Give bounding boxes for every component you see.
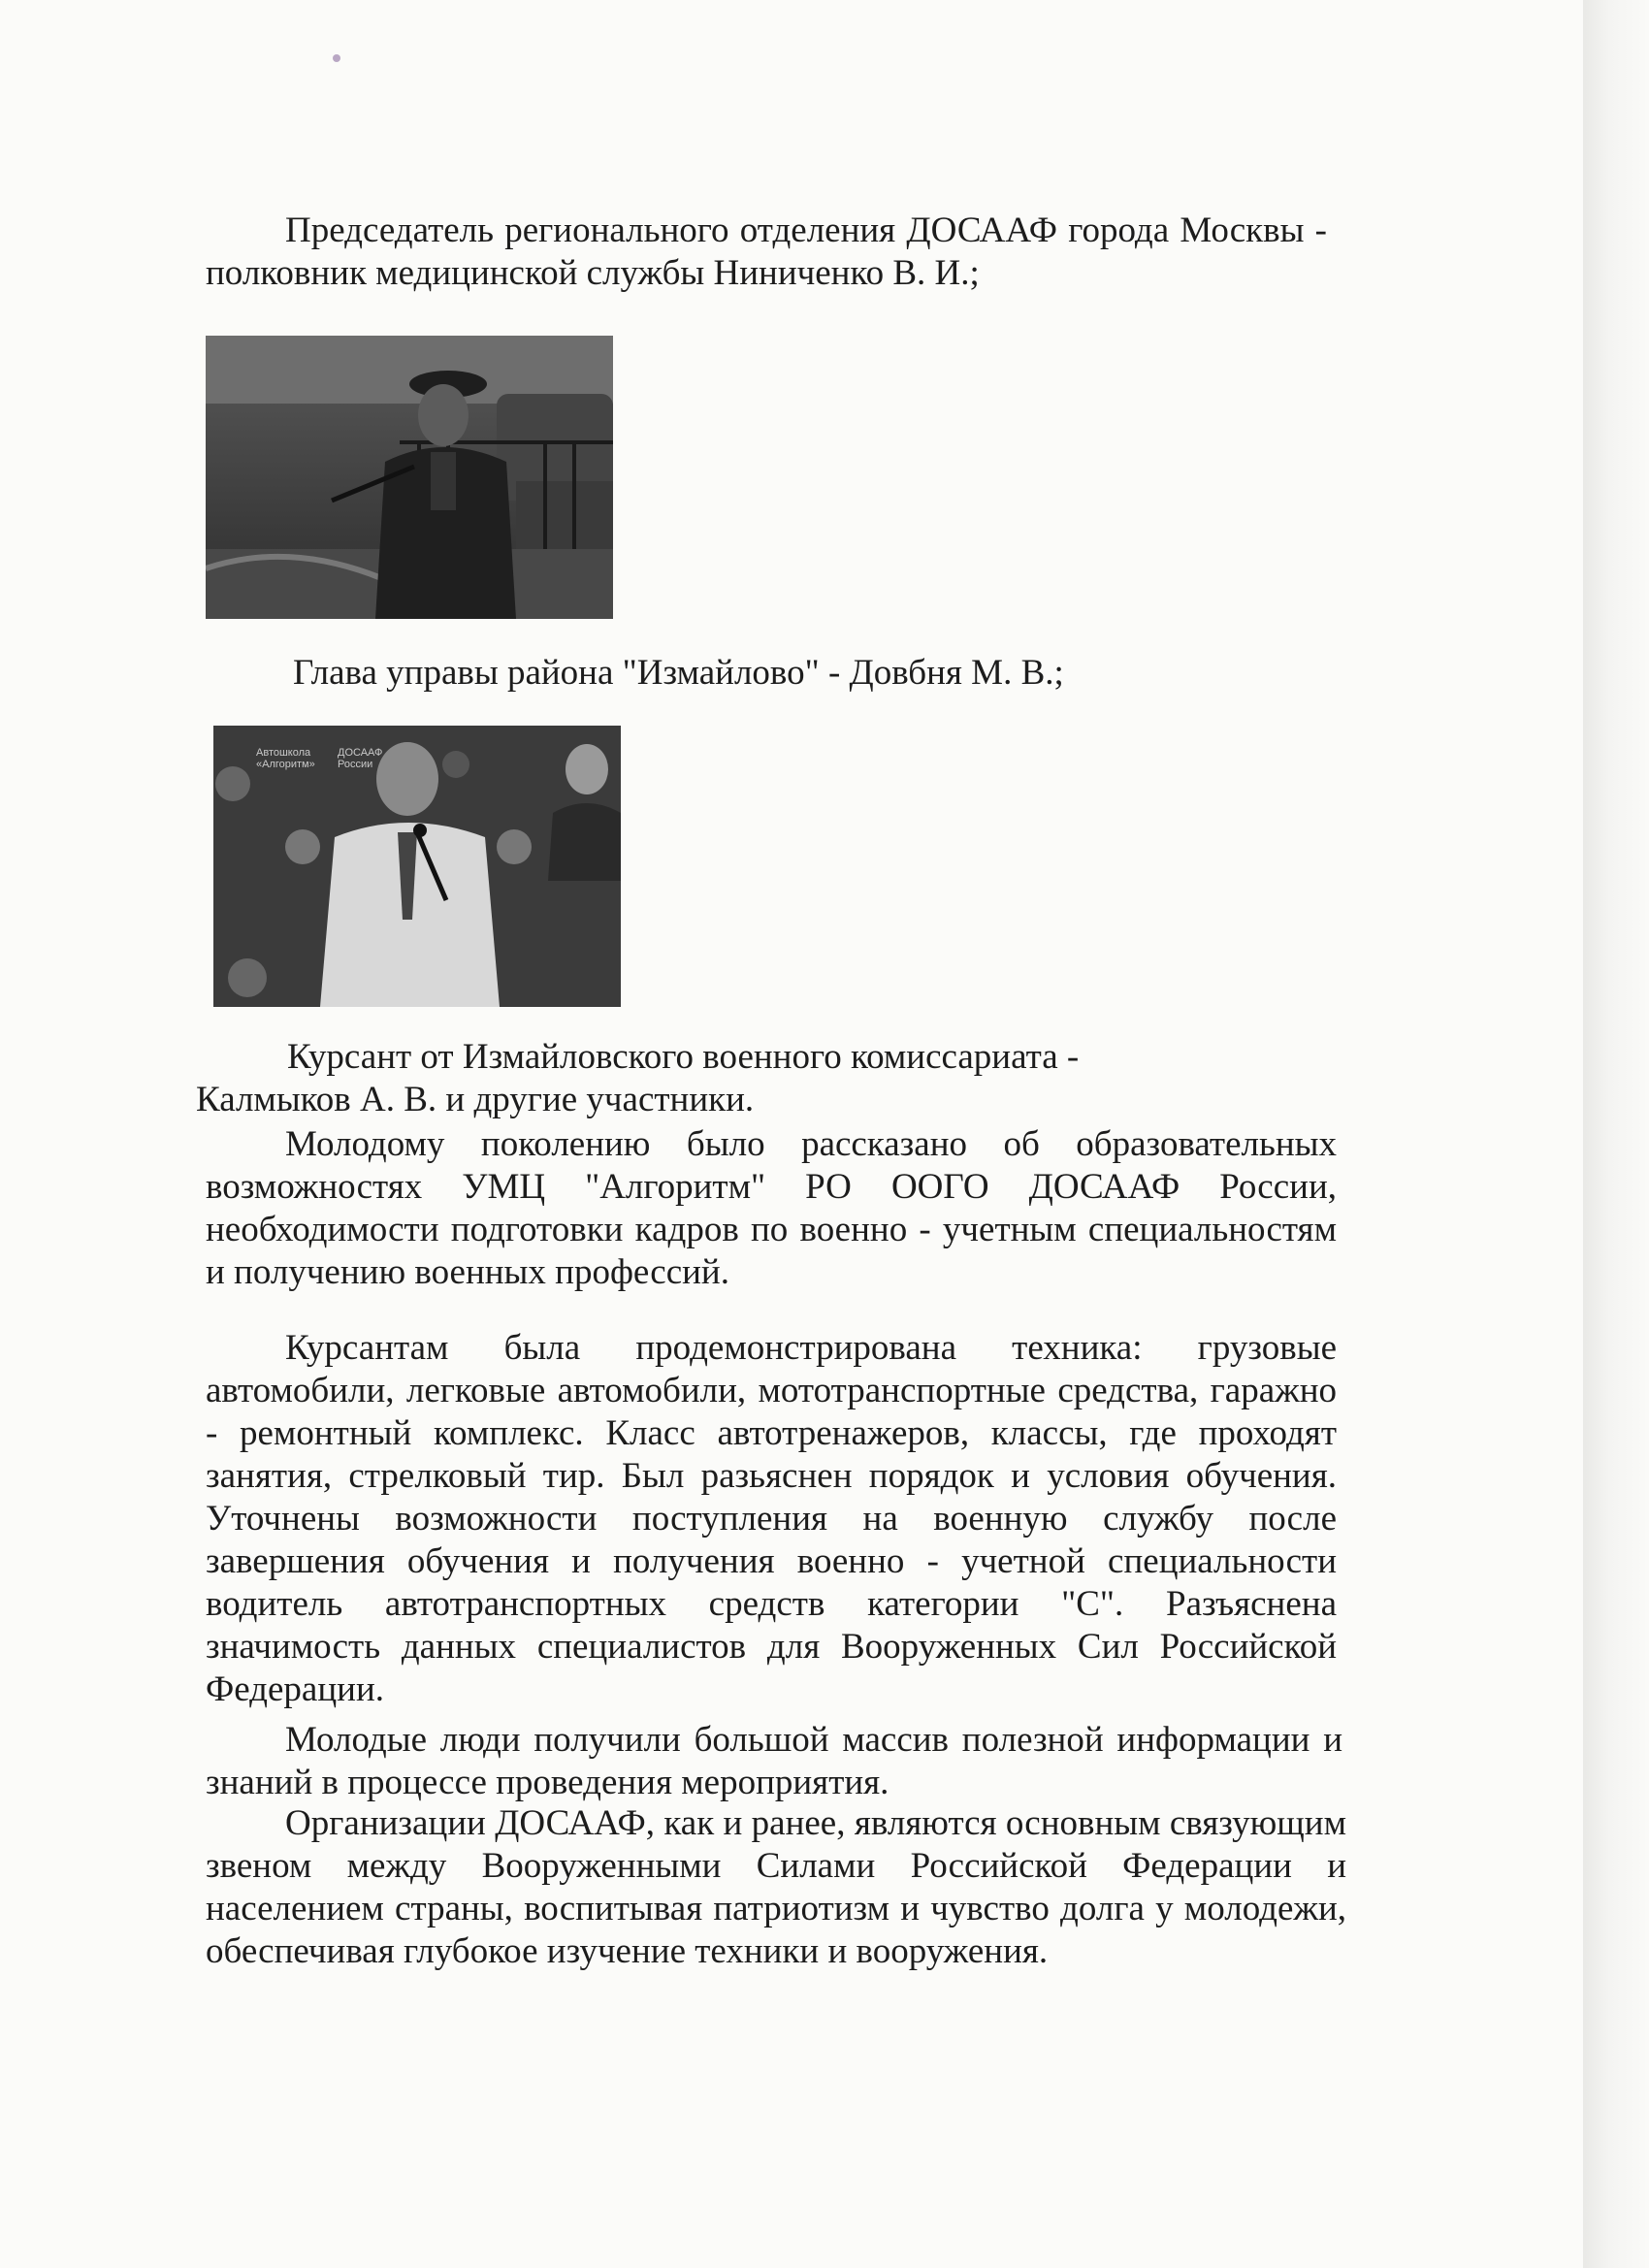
- paragraph-text: Организации ДОСААФ, как и ранее, являются основным связующим звеном между Вооруженными Силами Российской Федерации и населением страны, воспитывая патриотизм и чувство долга у молодежи, обеспечивая глубокое изучение техники и вооружения.: [206, 1803, 1346, 1971]
- paragraph-text: Курсантам была продемонстрирована техника: грузовые автомобили, легковые автомобили, мототранспортные средства, гаражно - ремонтный комплекс. Класс автотренажеров, классы, где проходят занятия, стрелковый тир. Был разьяснен порядок и условия обучения. Уточнены возможности поступления на военную службу после завершения обучения и получения военно - учетной специальности водитель автотранспортных средств категории "С". Разъяснена значимость данных специалистов для Вооруженных Сил Российской Федерации.: [206, 1328, 1337, 1709]
- banner-text: [338, 747, 382, 770]
- paragraph-opportunities: [206, 1123, 1337, 1294]
- banner-line: «Алгоритм»: [256, 759, 315, 770]
- photo-official: [213, 726, 621, 1007]
- paragraph-text: Глава управы района "Измайлово" - Довбня М. В.;: [293, 653, 1064, 693]
- paragraph-head-of-district: [206, 652, 1342, 695]
- photo-officer: [206, 336, 613, 619]
- banner-text: [256, 747, 315, 770]
- paragraph-text: Председатель регионального отделения ДОСААФ города Москвы - полковник медицинской службы Ниниченко В. И.;: [206, 211, 1327, 293]
- paragraph-information: [206, 1719, 1342, 1804]
- paragraph-equipment: [206, 1327, 1337, 1711]
- paragraph-dosaaf-role: [206, 1802, 1346, 1973]
- paragraph-chairman: [206, 210, 1327, 295]
- banner-line: России: [338, 759, 373, 770]
- banner-line: Автошкола: [256, 747, 311, 759]
- paragraph-text: Калмыков А. В. и другие участники.: [196, 1080, 755, 1119]
- paragraph-text: Молодому поколению было рассказано об образовательных возможностях УМЦ "Алгоритм" РО ООГО ДОСААФ России, необходимости подготовки кадров по военно - учетным специальностям и получению военных профессий.: [206, 1124, 1337, 1292]
- paragraph-text: Курсант от Измайловского военного комиссариата -: [287, 1037, 1080, 1077]
- photo-officer-image: [206, 336, 613, 619]
- paragraph-cadet: [196, 1036, 1342, 1121]
- scan-speck: [333, 54, 340, 62]
- scan-edge: [1583, 0, 1649, 2268]
- banner-line: ДОСААФ: [338, 747, 383, 759]
- paragraph-text: Молодые люди получили большой массив полезной информации и знаний в процессе проведения мероприятия.: [206, 1720, 1342, 1802]
